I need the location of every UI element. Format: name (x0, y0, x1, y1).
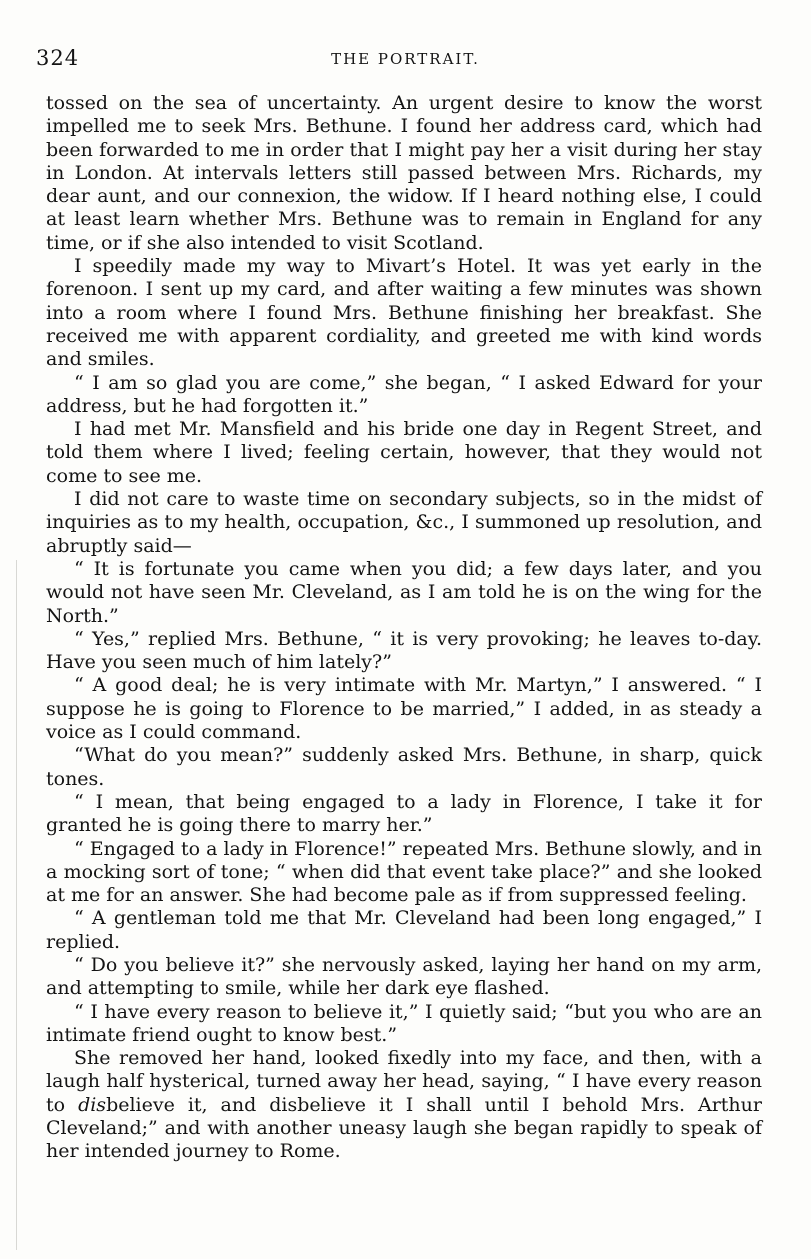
final-paragraph-start: She removed her hand, looked fixedly into my face, and then, with a laugh half hysterical, turned away her head, saying, “ I have every reason to (46, 1047, 762, 1116)
italic-emphasis: dis (78, 1093, 107, 1116)
paragraph: “ I am so glad you are come,” she began, “ I asked Edward for your address, but he had forgotten it.” (46, 371, 762, 417)
paragraph: “ A gentleman told me that Mr. Cleveland had been long engaged,” I replied. (46, 907, 762, 953)
paragraph: “ I mean, that being engaged to a lady in Florence, I take it for granted he is going there to marry her.” (46, 790, 762, 837)
page-number: 324 (36, 46, 80, 70)
paragraph: “ A good deal; he is very intimate with Mr. Martyn,” I answered. “ I suppose he is going to Florence to be married,” I added, in as steady a voice as I could command. (46, 674, 762, 744)
paragraph: “ Do you believe it?” she nervously asked, laying her hand on my arm, and attempting to smile, while her dark eye flashed. (46, 953, 762, 1000)
body-text (46, 92, 762, 1164)
running-title: THE PORTRAIT. (331, 50, 480, 68)
gutter-line (16, 560, 17, 1250)
paragraph: “ Engaged to a lady in Florence!” repeated Mrs. Bethune slowly, and in a mocking sort of tone; “ when did that event take place?” and she looked at me for an answer. She had become pale as if from suppressed feeling. (46, 837, 762, 907)
page-header (36, 46, 775, 74)
final-paragraph-end: believe it, and disbelieve it I shall until I behold Mrs. Arthur Cleveland;” and with another uneasy laugh she began rapidly to speak of her intended journey to Rome. (46, 1093, 762, 1163)
paragraph: “What do you mean?” suddenly asked Mrs. Bethune, in sharp, quick tones. (46, 744, 762, 790)
paragraph: “ It is fortunate you came when you did; a few days later, and you would not have seen Mr. Cleveland, as I am told he is on the wing for the North.” (46, 557, 762, 627)
paragraph: “ I have every reason to believe it,” I quietly said; “but you who are an intimate friend ought to know best.” (46, 1000, 762, 1046)
paragraph: tossed on the sea of uncertainty. An urgent desire to know the worst impelled me to seek Mrs. Bethune. I found her address card, which had been forwarded to me in order that I might pay her a visit during her stay in London. At intervals letters still passed between Mrs. Richards, my dear aunt, and our connexion, the widow. If I heard nothing else, I could at least learn whether Mrs. Bethune was to remain in England for any time, or if she also intended to visit Scotland. (46, 92, 762, 254)
paragraph: I had met Mr. Mansfield and his bride one day in Regent Street, and told them where I lived; feeling certain, however, that they would not come to see me. (46, 418, 762, 487)
final-paragraph (46, 1047, 762, 1163)
paragraph: I did not care to waste time on secondary subjects, so in the midst of inquiries as to my health, occupation, &c., I summoned up resolution, and abruptly said— (46, 488, 762, 557)
paragraph: I speedily made my way to Mivart’s Hotel. It was yet early in the forenoon. I sent up my card, and after waiting a few minutes was shown into a room where I found Mrs. Bethune finishing her breakfast. She received me with apparent cordiality, and greeted me with kind words and smiles. (46, 255, 762, 371)
paragraph: “ Yes,” replied Mrs. Bethune, “ it is very provoking; he leaves to-day. Have you seen much of him lately?” (46, 627, 762, 674)
